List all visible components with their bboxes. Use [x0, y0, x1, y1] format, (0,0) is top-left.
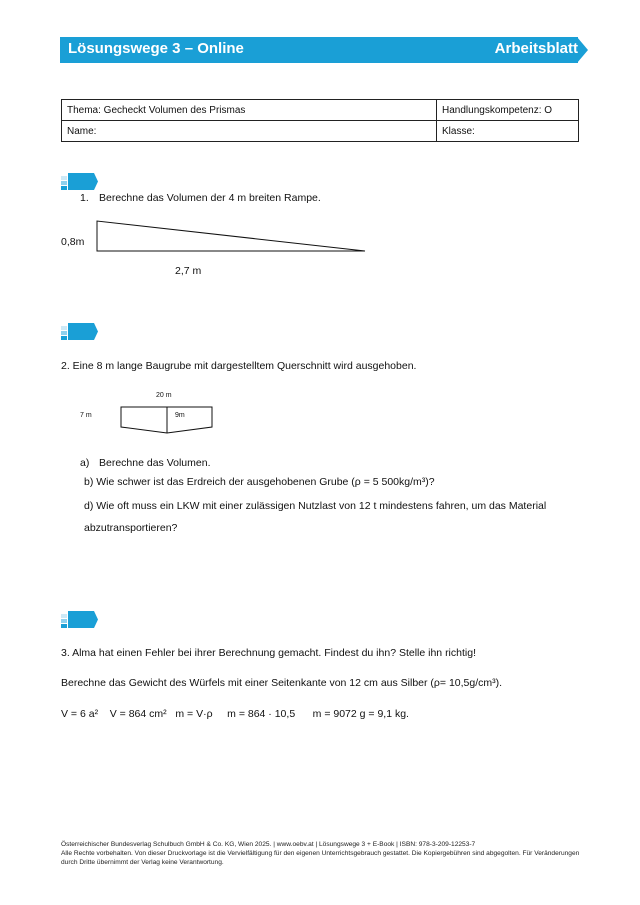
task3-subtext: Berechne das Gewicht des Würfels mit einer Seitenkante von 12 cm aus Silber (ρ= 10,5g/cm³).: [61, 677, 503, 689]
task2-a-marker: a): [80, 457, 90, 469]
task2-b: b) Wie schwer ist das Erdreich der ausgehobenen Grube (ρ = 5 500kg/m³)?: [84, 476, 435, 488]
task3-formula: V = 6 a² V = 864 cm² m = V·ρ m = 864 · 10,5 m = 9072 g = 9,1 kg.: [61, 708, 409, 720]
header-banner-tip: [577, 37, 588, 63]
task3-text: 3. Alma hat einen Fehler bei ihrer Berechnung gemacht. Findest du ihn? Stelle ihn richtig!: [61, 647, 476, 659]
pit-top-label: 20 m: [156, 392, 172, 399]
ramp-length-label: 2,7 m: [175, 265, 202, 277]
task2-a-text: Berechne das Volumen.: [99, 457, 211, 469]
task1-text: Berechne das Volumen der 4 m breiten Rampe.: [99, 192, 321, 204]
info-table: [61, 99, 579, 142]
task2-d-line2: abzutransportieren?: [84, 522, 178, 534]
task1-number: 1.: [80, 192, 89, 204]
header-worksheet-label: Arbeitsblatt: [494, 40, 578, 57]
pit-depth-label: 7 m: [80, 412, 92, 419]
ramp-triangle: [96, 220, 368, 254]
class-cell: Klasse:: [437, 121, 579, 142]
difficulty-level-icon: [61, 173, 99, 190]
header-title: Lösungswege 3 – Online: [68, 40, 244, 57]
footer-publisher: Österreichischer Bundesverlag Schulbuch GmbH & Co. KG, Wien 2025. | www.oebv.at | Lösungswege 3 + E-Book | ISBN: 978-3-209-12253-7: [61, 841, 476, 848]
pit-cross-section: [118, 405, 216, 435]
competence-cell: Handlungskompetenz: O: [437, 100, 579, 121]
difficulty-level-icon: [61, 323, 99, 340]
footer-rights: Alle Rechte vorbehalten. Von dieser Druckvorlage ist die Vervielfältigung für den eigenen Unterrichtsgebrauch gestattet. Die Kopiergebühren sind abgegolten. Für Veränderungen durch Dritte übernimmt der Verlag keine Verantwortung.: [61, 850, 580, 866]
pit-inner-label: 9m: [175, 412, 185, 419]
name-cell: Name:: [62, 121, 437, 142]
difficulty-level-icon: [61, 611, 99, 628]
task2-text: 2. Eine 8 m lange Baugrube mit dargestelltem Querschnitt wird ausgehoben.: [61, 360, 417, 372]
ramp-height-label: 0,8m: [61, 236, 85, 248]
task2-d-line1: d) Wie oft muss ein LKW mit einer zulässigen Nutzlast von 12 t mindestens fahren, um das Material: [84, 500, 547, 512]
topic-cell: Thema: Gecheckt Volumen des Prismas: [62, 100, 437, 121]
